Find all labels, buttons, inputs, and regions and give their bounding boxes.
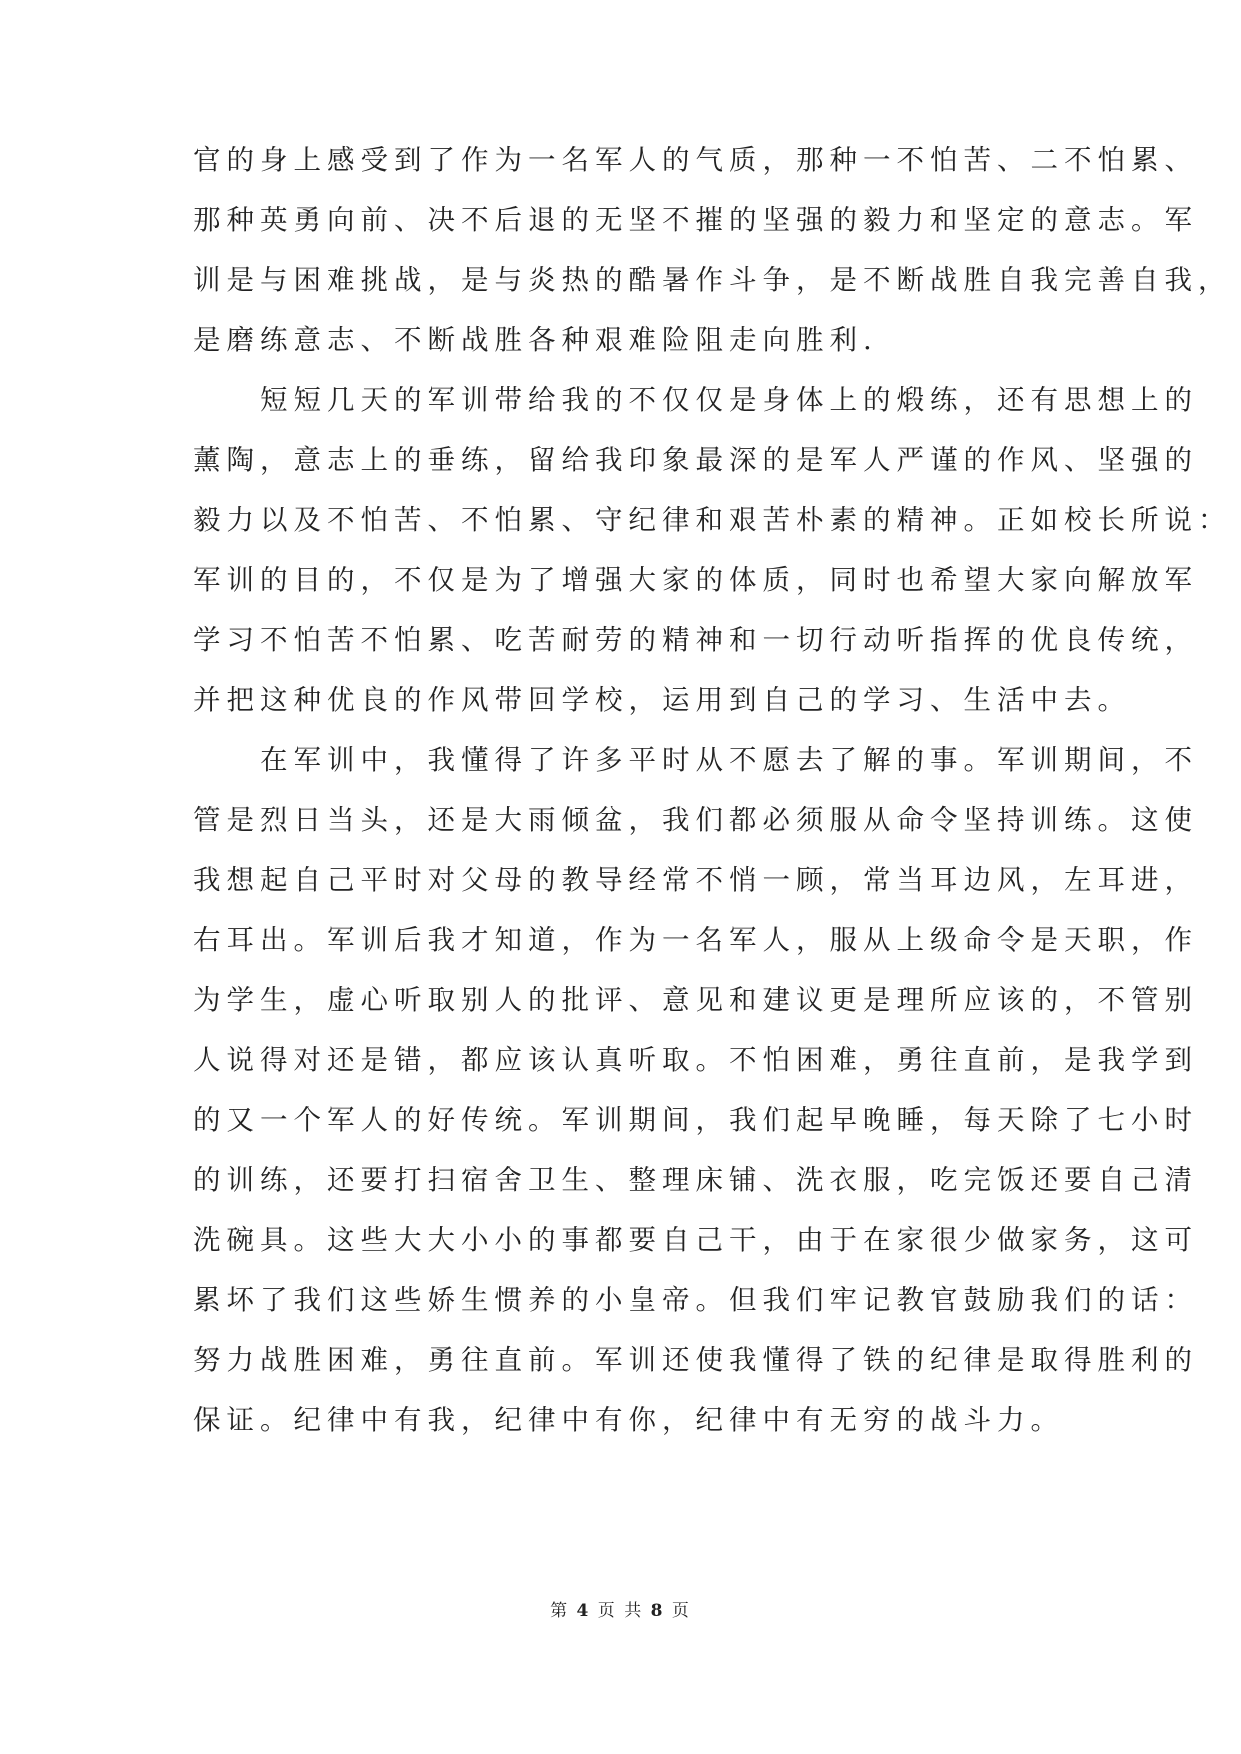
total-pages-number: 8 xyxy=(650,1601,665,1621)
text-line: 累坏了我们这些娇生惯养的小皇帝。但我们牢记教官鼓励我们的话： xyxy=(193,1284,1198,1316)
text-line: 学习不怕苦不怕累、吃苦耐劳的精神和一切行动听指挥的优良传统， xyxy=(193,624,1198,656)
text-line: 军训的目的，不仅是为了增强大家的体质，同时也希望大家向解放军 xyxy=(193,564,1198,596)
text-line: 洗碗具。这些大大小小的事都要自己干，由于在家很少做家务，这可 xyxy=(193,1224,1198,1256)
footer-prefix: 第 xyxy=(550,1601,570,1621)
text-line: 并把这种优良的作风带回学校，运用到自己的学习、生活中去。 xyxy=(193,684,1131,716)
footer-suffix: 页 xyxy=(671,1601,691,1621)
text-line: 努力战胜困难，勇往直前。军训还使我懂得了铁的纪律是取得胜利的 xyxy=(193,1344,1198,1376)
page-footer xyxy=(0,1596,1241,1621)
text-line: 我想起自己平时对父母的教导经常不悄一顾，常当耳边风，左耳进， xyxy=(193,864,1198,896)
current-page-number: 4 xyxy=(576,1601,591,1621)
text-line: 人说得对还是错，都应该认真听取。不怕困难，勇往直前，是我学到 xyxy=(193,1044,1198,1076)
footer-middle: 页 共 xyxy=(597,1601,644,1621)
text-line: 为学生，虚心听取别人的批评、意见和建议更是理所应该的，不管别 xyxy=(193,984,1198,1016)
text-line: 毅力以及不怕苦、不怕累、守纪律和艰苦朴素的精神。正如校长所说： xyxy=(193,504,1232,536)
body-text xyxy=(193,130,1232,1450)
text-line: 官的身上感受到了作为一名军人的气质，那种一不怕苦、二不怕累、 xyxy=(193,144,1198,176)
text-line: 右耳出。军训后我才知道，作为一名军人，服从上级命令是天职，作 xyxy=(193,924,1198,956)
text-line: 的训练，还要打扫宿舍卫生、整理床铺、洗衣服，吃完饭还要自己清 xyxy=(193,1164,1198,1196)
text-line: 那种英勇向前、决不后退的无坚不摧的坚强的毅力和坚定的意志。军 xyxy=(193,204,1198,236)
text-line: 保证。纪律中有我，纪律中有你，纪律中有无穷的战斗力。 xyxy=(193,1404,1064,1436)
text-line: 短短几天的军训带给我的不仅仅是身体上的煅练，还有思想上的 xyxy=(193,384,1198,416)
text-line: 的又一个军人的好传统。军训期间，我们起早晚睡，每天除了七小时 xyxy=(193,1104,1198,1136)
text-line: 薰陶，意志上的垂练，留给我印象最深的是军人严谨的作风、坚强的 xyxy=(193,444,1198,476)
text-line: 管是烈日当头，还是大雨倾盆，我们都必须服从命令坚持训练。这使 xyxy=(193,804,1198,836)
text-line: 是磨练意志、不断战胜各种艰难险阻走向胜利. xyxy=(193,324,878,356)
text-line: 训是与困难挑战，是与炎热的酷暑作斗争，是不断战胜自我完善自我， xyxy=(193,264,1232,296)
text-line: 在军训中，我懂得了许多平时从不愿去了解的事。军训期间，不 xyxy=(193,744,1198,776)
